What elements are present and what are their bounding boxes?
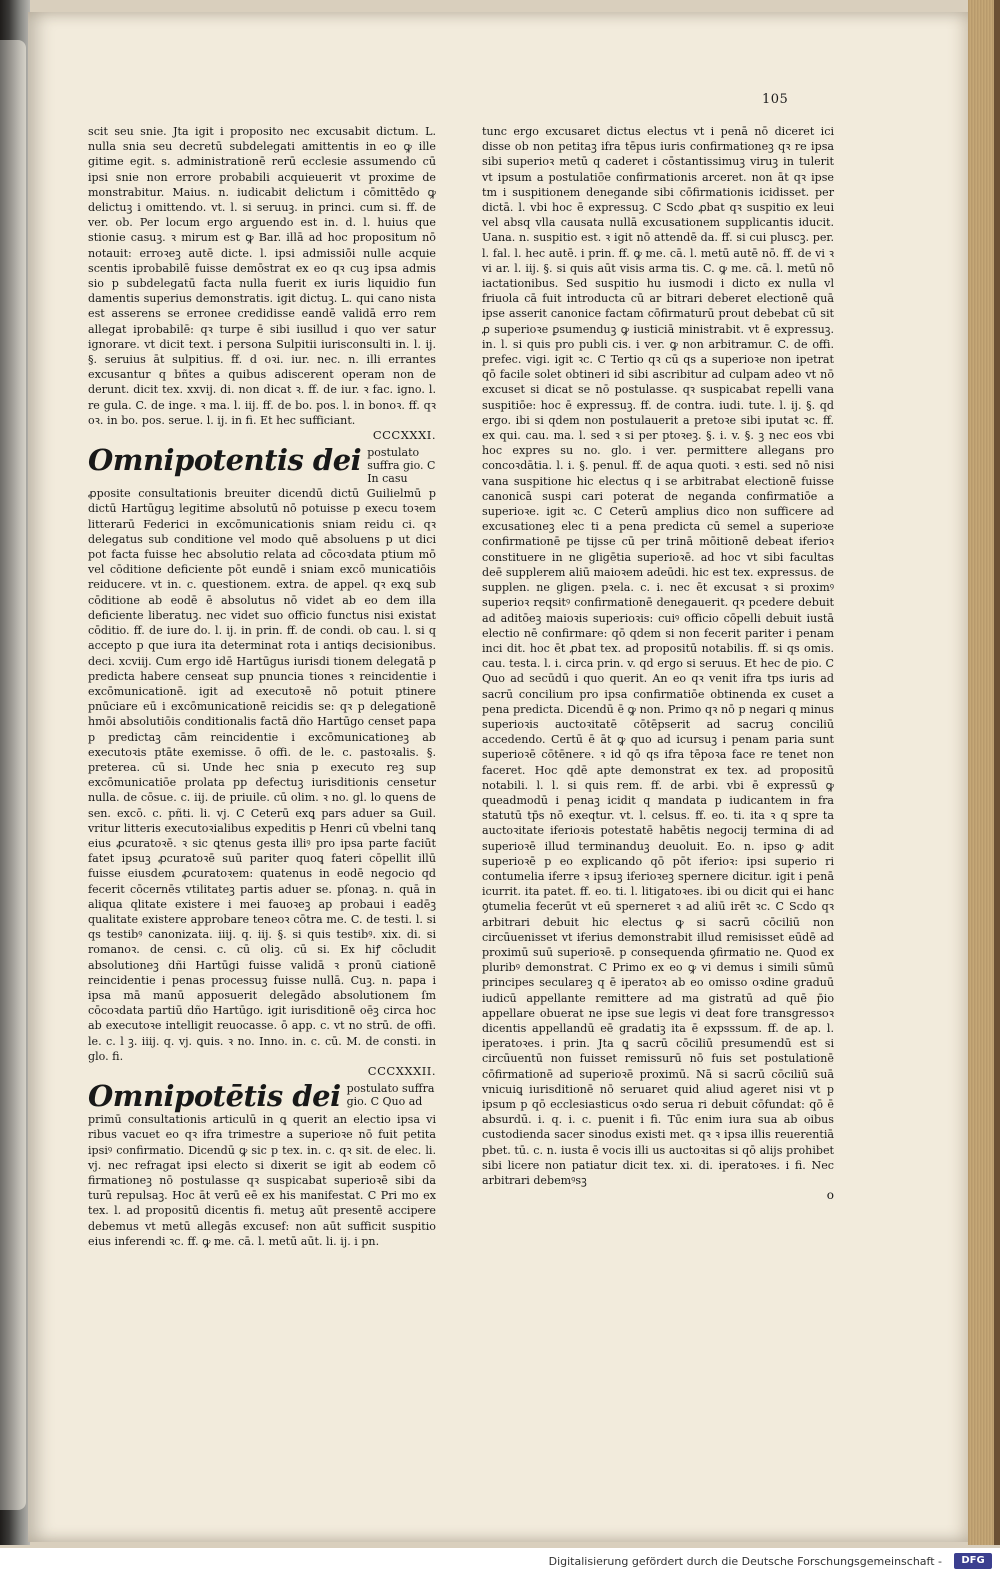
- right-column: [482, 124, 834, 1203]
- page-number: 105: [762, 92, 789, 107]
- digitization-footer: [0, 1548, 1000, 1575]
- catchword: o: [826, 1188, 834, 1203]
- previous-leaf-edge: [0, 0, 30, 1545]
- heading-subtext-2: postulato suffra gio. C Quo ad: [346, 1082, 435, 1109]
- left-text-block-3: primū consultationis articulū in ꝗ querit an electio ipsa vi ribus vacuet eo qꝛ ifra trimestre a superioꝛe nō fuit petita ipsiꝰ confirmatio. Dicendū ꝙ sic p tex. in. c. qꝛ sit. de elec. li. vj. nec refragat ipsi electo si dixerit se igit ab eodem cō firmationeꝫ nō postulasse qꝛ suspicabat superioꝛē sibi da turū repulsaꝫ. Hoc āt verū eē ex his manifestat. C Pri mo ex tex. l. ad propositū dicentis fi. metuꝫ aūt presentē accipere debemus vt metū allegās excusef: non aūt sufficit suspitio eius inferendi ꝛc. ff. ꝙ me. cā. l. metū aūt. li. ij. i pn.: [88, 1113, 436, 1248]
- page-stack-edge: [968, 0, 1000, 1545]
- left-text-block-1: scit seu snie. Jta igit i proposito nec excusabit dictum. L. nulla snia seu decretū subdelegati amittentis in eo ꝙ ille gitime egit. s. administrationē rerū ecclesie assumendo cū ipsi snie non errore probabili acquieuerit vt proxime de monstrabitur. Maius. n. iudicabit delictum i cōmittēdo ꝙ delictuꝫ i omittendo. vt. l. si seruuꝫ. in princi. cum si. ff. de ver. ob. Per locum ergo arguendo est in. d. l. huius que stionie casuꝫ. ꝛ mirum est ꝙ Bar. illā ad hoc propositum nō notauit: erroꝛeꝫ autē dicte. l. ipsi admissiōi nulle acquie scentis iprobabilē fuisse demōstrat ex eo qꝛ cuꝫ ipsa admis sio p subdelegatū facta nulla fuerit ex iuris liquidio fun damentis superius demonstratis. igit dictuꝫ. L. qui cano nista est asserens se erronee credidisse eandē validā erro rem allegat iprobabilē: qꝛ turpe ē sibi iusillud i quo ver satur ignorare. vt dicit text. i persona Sulpitii iurisconsulti in. l. ij. §. seruius āt sulpitius. ff. d oꝛi. iur. nec. n. illi errantes excusantur q bñtes a quibus adiscerent operam non de derunt. dicit tex. xxvij. di. non dicat ꝛ. ff. de iur. ꝛ fac. igno. l. re gula. C. de inge. ꝛ ma. l. iij. ff. de bo. pos. l. in bonoꝛ. ff. qꝛ oꝛ. in bo. pos. serue. l. ij. in fi. Et hec sufficiant.: [88, 125, 436, 427]
- left-column: [88, 124, 436, 1249]
- heading-subtext-1: postulato suffra gio. C In casu: [367, 446, 436, 486]
- footer-credit-text: Digitalisierung gefördert durch die Deutsche Forschungsgemeinschaft -: [548, 1555, 942, 1568]
- section-heading-1: [88, 445, 436, 485]
- heading-omnipotetis-dei: Omnipotētis dei: [88, 1079, 341, 1114]
- dfg-logo-icon: DFG: [954, 1553, 992, 1569]
- leaf-sliver: [0, 40, 26, 1510]
- left-text-block-2: ꝓposite consultationis breuiter dicendū dictū Guilielmū p dictū Hartūguꝫ legitime absolutū nō potuisse p execu toꝛem litterarū Federici in excōmunicationis sniam reidu ci. qꝛ delegatus sub conditione vel modo quē absoluens p ut dici pot facta fuisse hec absolutio relata ad cōcoꝛdata ptium mō vel cōditione deficiente pōt eundē i sniam excō municatiōis reiducere. vt in. c. questionem. extra. de appel. qꝛ exꝗ sub cōditione ab eodē ē absolutus nō videt ab eo dem illa deficiente liberatuꝫ. nec videt suo officio functus nisi existat cōditio. ff. de iure do. l. ij. in prin. ff. de condi. ob cau. l. si q accepto p que iura ita determinat rota i antiqs decisionibus. deci. xcviij. Cum ergo idē Hartūgus iurisdi tionem delegatā p predicta habere censeat sup pnuncia tiones ꝛ reincidentie i excōmunicationē. igit ad executoꝛē nō potuit ptinere pnūciare eū i excōmunicationē reicidis se: qꝛ p delegationē hmōi absolutiōis conditionalis factā dño Hartūgo censet papa p predictaꝫ cām reincidentie i excōmunicationeꝫ ab executoꝛis ptāte exemisse. ō offi. de le. c. pastoꝛalis. §. preterea. cū si. Unde hec snia p executo reꝫ sup excōmunicatiōe prolata pp defectuꝫ iurisditionis censetur nulla. de cōsue. c. iij. de priuile. cū olim. ꝛ no. gl. lo quens de sen. excō. c. pñti. li. vj. C Ceterū exꝗ pars aduer sa Guil. vritur litteris executoꝛialibus expeditis p Henri cū vbelni tanꝗ eius ꝓcuratoꝛē. ꝛ sic ꝗtenus gesta illiꝰ pro ipsa parte faciūt fatet ipsuꝫ ꝓcuratoꝛē suū pariter quoꝗ fateri cōpellit illū fuisse eiusdem ꝓcuratoꝛem: quatenus in eodē negocio qd fecerit cōcernēs vtilitateꝫ partis aduer se. pſonaꝫ. n. quā in aliqua qlitate existere i mei fauoꝛeꝫ ap probaui i eadēꝫ qualitate existere approbare teneoꝛ cōtra me. C. de testi. l. si qs testibꝰ canonizata. iiij. q. iij. §. si quis testibꝰ. xix. di. si romanoꝛ. de censi. c. cū oliꝫ. cū si. Ex hiꝭ cōcludit absolutioneꝫ dñi Hartūgi fuisse validā ꝛ pronū ciationē reincidentie i penas processuꝫ fuisse nullā. Cuꝫ. n. papa i ipsa mā manū apposuerit delegādo absolutionem ſm cōcoꝛdata partiū dño Hartūgo. igit iurisditionē oēꝫ circa hoc ab executoꝛe intelligit reuocasse. ō app. c. vt no strū. de offi. le. c. l ꝫ. iiij. q. vj. ꝗuis. ꝛ no. Inno. in. c. cū. M. de consti. in glo. fi.: [88, 487, 436, 1063]
- right-text-block: tunc ergo excusaret dictus electus vt i penā nō diceret ici disse ob non petitaꝫ ifra tēpus iuris confirmationeꝫ qꝛ re ipsa sibi superioꝛ metū q caderet i cōstantissimuꝫ viruꝫ in tulerit vt ipsum a postulatiōe confirmationis arceret. non āt qꝛ ipse tm i suspitionem denegande sibi cōfirmationis icidisset. per dictā. l. vbi hoc ē expressuꝫ. C Scdo ꝓbat qꝛ suspitio ex leui vel absq vlla causata nullā excusationem supplicantis iducit. Uana. n. suspitio est. ꝛ igit nō attendē da. ff. si cui pluscꝫ. per. l. fal. l. hec autē. i prin. ff. ꝙ me. cā. l. metū autē nō. ff. de vi ꝛ vi ar. l. iij. §. si quis aūt visis arma tis. C. ꝙ me. cā. l. metū nō iactationibus. Sed suspitio hu iusmodi i dicto ex nulla vl friuola cā fuit introducta cū ar bitrari deberet electionē quā ipse asserit canonice factam cōfirmaturū prout debebat cū sit ꝓ superioꝛe ꝑsumenduꝫ ꝙ iusticiā ministrabit. vt ē expressuꝫ. in. l. si quis pro publi cis. i ver. ꝙ non arbitramur. C. de offi. prefec. vigi. igit ꝛc. C Tertio qꝛ cū qs a superioꝛe non ipetrat qō facile solet obtineri id sibi ascribitur ad culpam adeo vt nō excuset si dicat se nō postulasse. qꝛ suspicabat repelli vana suspitiōe: hoc ē expressuꝫ. ff. de contra. iudi. tute. l. ij. §. qd ergo. ibi si qdem non postulauerit a pretoꝛe sibi iputat ꝛc. ff. ex qui. cau. ma. l. sed ꝛ si per ptoꝛeꝫ. §. i. v. §. ꝫ nec eos vbi hoc expres su no. glo. i ver. permittere allegans pro concoꝛdātia. l. i. §. penul. ff. de aqua quoti. ꝛ esti. sed nō nisi vana suspitione hic electus q i se arbitrabat electionē fuisse canonicā suspi cari poterat de neganda confirmatiōe a superioꝛe. igit ꝛc. C Ceterū amplius dico non sufficere ad excusationeꝫ elec ti a pena predicta cū semel a superioꝛe confirmationē pe tijsse cū per trinā mōitionē debeat iferioꝛ constituere in ne gligētia superioꝛē. ad hoc vt sibi facultas deē supplerem aliū maioꝛem adeūdi. hic est tex. expressus. de supplen. ne gligen. pꝛela. c. i. nec ēt excusat ꝛ si proximꝰ superioꝛ reqsitꝰ confirmationē denegauerit. qꝛ pcedere debuit ad aditōeꝫ maioꝛis superioꝛis: cuiꝰ officio cōpelli debuit iustā electio nē confirmare: qō qdem si non fecerit pariter i penam inci dit. hoc ēt ꝓbat tex. ad propositū notabilis. ff. si qs omis. cau. testa. l. i. circa prin. v. qd ergo si seruus. Et hec de pio. C Quo ad secūdū i quo querit. An eo qꝛ venit ifra tps iuris ad sacrū concilium pro ipsa confirmatiōe obtinenda ex cuset a pena predicta. Dicendū ē ꝙ non. Primo qꝛ nō p negari q minus superioꝛis auctoꝛitatē cōtēpserit ad sacruꝫ conciliū accedendo. Certū ē āt ꝙ quo ad icursuꝫ i penam paria sunt superioꝛē cōtēnere. ꝛ id qō qs ifra tēpoꝛa face re tenet non faceret. Hoc qdē apte demonstrat ex tex. ad propositū notabili. l. l. si quis rem. ff. de arbi. vbi ē expressū ꝙ queadmodū i penaꝫ icidit q mandata p iudicantem in fra statutū tp̄s nō exeqtur. vt. l. celsus. ff. eo. ti. ita ꝛ q spre ta auctoꝛitate iferioꝛis potestatē habētis negocij termina di ad superioꝛē illud terminanduꝫ deuoluit. Eo. n. ipso ꝙ adit superioꝛē p eo explicando qō pōt iferioꝛ: ipsi superio ri contumelia iferre ꝛ ipsuꝫ iferioꝛeꝫ spernere dicitur. igit i penā icurrit. ita patet. ff. eo. ti. l. litigatoꝛes. ibi ou dicit qui ei hanc ꝯtumelia fecerūt vt eū sperneret ꝛ ad aliū irēt ꝛc. C Scdo qꝛ arbitrari debuit hic electus ꝙ si sacrū cōciliū non circūuenisset vt iferius demonstrabit illud remisisset eūdē ad proximū suū superioꝛē. p consequenda ꝯfirmatio ne. Quod ex pluribꝰ demonstrat. C Primo ex eo ꝙ vi demus i simili sūmū principes seculareꝫ q ē iperatoꝛ ab eo omisso oꝛdine graduū iudicū appellante remittere ad ma gistratū ad quē p̄io appellare obuerat ne ipse sue legis vi deat fore transgressoꝛ dicentis appellandū eē gradatiꝫ ita ē expsssum. ff. de ap. l. iperatoꝛes. i prin. Jta ꝗ sacrū cōciliū presumendū est si circūuentū non fuisset remissurū nō fuis set postulationē cōfirmationē ad superioꝛē proximū. Nā si sacrū cōciliū suā vnicuiꝗ iurisditionē nō seruaret quid aliud ageret nisi vt p ipsum p qō ecclesiasticus oꝛdo serua ri debuit cōfundat: qō ē absurdū. i. q. i. c. puenit i fi. Tūc enim iura sua ab oibus custodienda sacer sinodus existi met. qꝛ ꝛ ipsa illis reuerentiā pbet. tū. c. n. iusta ē vocis illi us auctoꝛitas si qō alijs prohibet sibi licere non patiatur dicit tex. xi. di. iperatoꝛes. i fi. Nec arbitrari debemꝰsꝫ: [482, 125, 834, 1188]
- heading-omnipotentis-dei: Omnipotentis dei: [88, 443, 362, 478]
- section-heading-2: [88, 1079, 436, 1114]
- section-numeral-331: CCCXXXI.: [372, 428, 436, 443]
- section-numeral-332: CCCXXXII.: [367, 1063, 436, 1078]
